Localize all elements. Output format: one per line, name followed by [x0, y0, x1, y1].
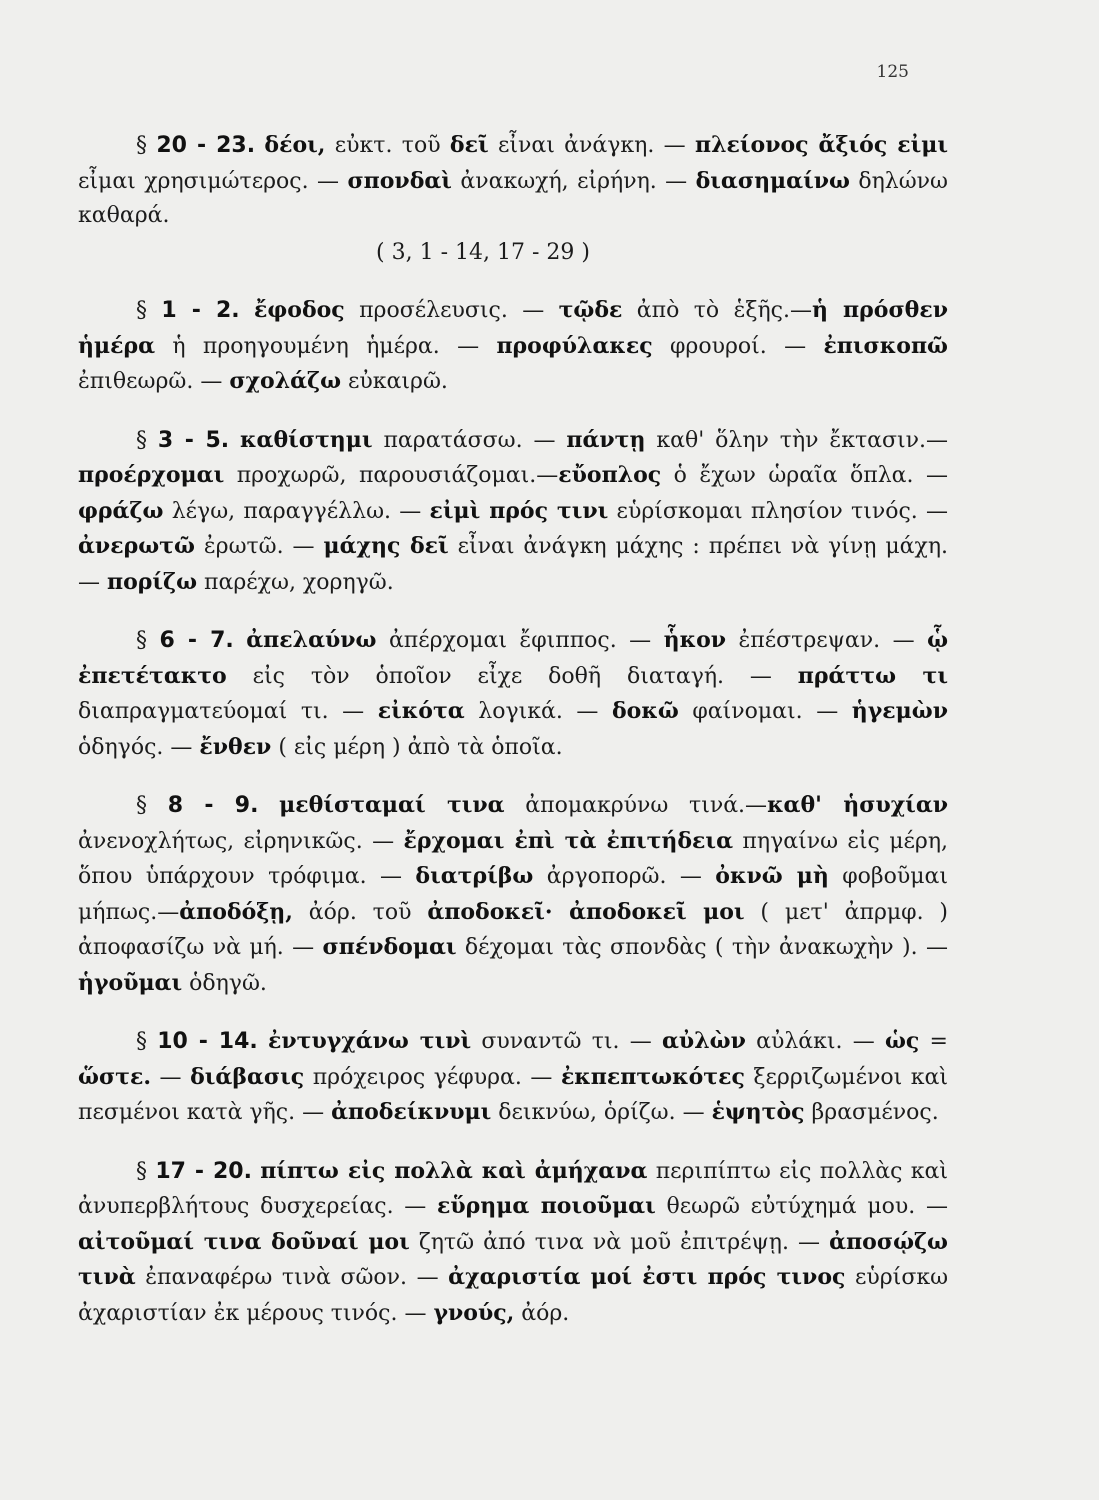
definition-text: δεικνύω, ὁρίζω. — [491, 1100, 712, 1125]
definition-text: ξερριζωμένοι καὶ πεσμένοι κατὰ γῆς. — [78, 1064, 948, 1125]
headword: ἧκον [663, 627, 727, 653]
definition-text: λογικά. — [464, 699, 612, 724]
definition-text: ὁδηγός. — [78, 734, 200, 760]
headword: ἔφοδος [254, 297, 345, 323]
definition-text: εἶμαι χρησιμώτερος. — [78, 168, 348, 194]
definition-text [258, 793, 279, 818]
headword: ἀποσῴζω τινὰ [78, 1228, 948, 1290]
headword: καθίστημι [240, 426, 373, 453]
definition-text: ἀόρ. [514, 1300, 570, 1326]
glossary-paragraph [78, 623, 948, 765]
headword: φράζω [78, 497, 164, 524]
headword: προφύλακες [496, 332, 653, 359]
definition-text [255, 133, 264, 158]
definition-text: ἀπέρχομαι ἔφιππος. — [376, 628, 664, 653]
glossary-paragraph [78, 1154, 948, 1332]
definition-text: εἰς τὸν ὁποῖον εἶχε δοθῆ διαταγή. — [226, 663, 798, 689]
definition-text: ἀνακωχή, εἰρήνη. — [451, 168, 696, 194]
headword: ἔνθεν [199, 733, 272, 760]
headword: αἰτοῦμαί τινα δοῦναί μοι [78, 1228, 410, 1255]
headword: σπένδομαι [322, 934, 457, 960]
definition-text: πρόχειρος γέφυρα. — [304, 1064, 561, 1090]
definition-text: ἐρωτῶ. — [194, 534, 324, 559]
definition-text: αὐλάκι. — [745, 1029, 885, 1054]
headword: ἀποδείκνυμι [331, 1099, 492, 1125]
headword: ἑψητὸς [711, 1099, 805, 1125]
definition-text: δηλώνω καθαρά. [78, 168, 948, 228]
headword: εἰκότα [377, 698, 465, 724]
headword: ἀνερωτῶ [78, 533, 195, 559]
section-number: 3 - 5. [157, 427, 230, 453]
definition-text: ὁ ἔχων ὡραῖα ὅπλα. — [661, 463, 948, 488]
headword: ὥστε. [78, 1063, 152, 1090]
headword: ἔρχομαι ἐπὶ τὰ ἐπιτήδεια [403, 827, 734, 854]
headword: πορίζω [107, 568, 198, 595]
section-number: 17 - 20. [155, 1158, 252, 1184]
section-number: 20 - 23. [156, 133, 256, 158]
definition-text: ἀργοπορῶ. — [533, 864, 716, 889]
chapter-reference-heading: ( 3, 1 - 14, 17 - 29 ) [376, 239, 590, 265]
headword: διάβασις [190, 1063, 305, 1090]
definition-text: εὑρίσκω ἀχαριστίαν ἐκ μέρους τινός. — [78, 1265, 949, 1326]
headword: εἰμὶ πρός τινι [429, 497, 609, 524]
headword: ἀπελαύνω [246, 627, 377, 653]
definition-text: εἶναι ἀνάγκη μάχης : πρέπει νὰ γίνῃ μάχη. — [78, 534, 948, 595]
definition-text: ἀπὸ τὸ ἑξῆς.— [622, 298, 812, 323]
definition-text: ἀνενοχλήτως, εἰρηνικῶς. — [78, 828, 404, 854]
headword: ἐκπεπτωκότες [560, 1063, 745, 1090]
headword: μάχης δεῖ [323, 533, 449, 559]
definition-text: § [136, 628, 160, 653]
definition-text: — [151, 1064, 191, 1090]
headword: ἐπισκοπῶ [823, 332, 948, 359]
section-number: 1 - 2. [161, 298, 240, 323]
definition-text: § [136, 298, 162, 323]
glossary-paragraph [78, 128, 948, 234]
definition-text: ἐπέστρεψαν. — [726, 628, 928, 653]
definition-text: § [136, 133, 157, 158]
definition-text: διαπραγματεύομαί τι. — [78, 699, 378, 724]
definition-text: παρέχω, χορηγῶ. [197, 569, 394, 595]
headword: τῷδε [558, 297, 623, 323]
headword: πράττω τι [797, 662, 948, 689]
definition-text: φοβοῦμαι μήπως.— [78, 864, 948, 925]
definition-text: ( εἰς μέρη ) ἀπὸ τὰ ὁποῖα. [271, 734, 563, 760]
definition-text: § [136, 427, 158, 453]
definition-text [240, 298, 254, 323]
definition-text: ( μετ' ἀπρμφ. ) ἀποφασίζω νὰ μή. — [78, 899, 948, 960]
section-number: 10 - 14. [157, 1029, 258, 1054]
definition-text: § [136, 793, 168, 818]
definition-text: δέχομαι τὰς σπονδὰς ( τὴν ἀνακωχὴν ). — [456, 935, 948, 960]
definition-text: βρασμένος. [804, 1100, 939, 1125]
definition-text: = [919, 1029, 948, 1054]
glossary-paragraph [78, 293, 948, 400]
headword: σπονδαὶ [347, 167, 452, 194]
headword: σχολάζω [229, 368, 342, 394]
page-number: 125 [876, 62, 909, 82]
definition-text: εἶναι ἀνάγκη. — [488, 133, 695, 158]
definition-text [258, 1029, 268, 1054]
headword: πάντῃ [566, 426, 646, 453]
section-number: 8 - 9. [167, 793, 259, 818]
headword: πλείονος ἄξιός εἰμι [695, 132, 948, 158]
headword: δέοι, [264, 132, 326, 158]
definition-text: εὐκτ. τοῦ [325, 133, 450, 158]
definition-text: εὑρίσκομαι πλησίον τινός. — [608, 498, 949, 524]
glossary-paragraph [78, 788, 948, 1001]
headword: ᾧ ἐπετέτακτο [78, 627, 949, 689]
definition-text: φρουροί. — [652, 333, 824, 359]
headword: αὐλὼν [662, 1028, 746, 1054]
definition-text: προσέλευσις. — [344, 298, 559, 323]
definition-text [234, 628, 246, 653]
headword: δοκῶ [611, 698, 679, 724]
headword: ὀκνῶ μὴ [715, 863, 829, 889]
headword: γνούς, [433, 1299, 515, 1326]
definition-text: λέγω, παραγγέλλω. — [163, 498, 430, 524]
headword: ἡγεμὼν [851, 698, 948, 724]
headword: πίπτω εἰς πολλὰ καὶ ἀμήχανα [260, 1157, 648, 1184]
definition-text: φαίνομαι. — [678, 699, 852, 724]
definition-text: ὁδηγῶ. [182, 970, 267, 996]
definition-text: ἐπαναφέρω τινὰ σῶον. — [135, 1265, 449, 1290]
headword: ἀποδοκεῖ· ἀποδοκεῖ μοι [427, 898, 745, 925]
glossary-paragraph [78, 423, 948, 601]
definition-text [229, 428, 240, 453]
definition-text: συναντῶ τι. — [471, 1029, 662, 1054]
headword: ἡγοῦμαι [78, 969, 183, 996]
definition-text: εὐκαιρῶ. [341, 369, 448, 394]
headword: ὡς [884, 1028, 920, 1054]
definition-text: παρατάσσω. — [372, 427, 567, 453]
headword: ἡ πρόσθεν ἡμέρα [78, 297, 948, 359]
headword: εὕρημα ποιοῦμαι [437, 1193, 656, 1219]
headword: ἀχαριστία μοί ἐστι πρός τινος [448, 1264, 846, 1290]
document-body [78, 128, 948, 1331]
definition-text: περιπίπτω εἰς πολλὰς καὶ ἀνυπερβλήτους δυσχερείας. — [78, 1158, 949, 1219]
section-number: 6 - 7. [159, 628, 234, 653]
headword: διασημαίνω [695, 167, 850, 194]
definition-text: ἐπιθεωρῶ. — [78, 369, 230, 394]
definition-text: § [136, 1158, 156, 1184]
definition-text: θεωρῶ εὐτύχημά μου. — [655, 1194, 948, 1219]
headword: διατρίβω [415, 863, 534, 889]
headword: ἀποδόξῃ, [179, 898, 293, 925]
definition-text: πηγαίνω εἰς μέρη, ὅπου ὑπάρχουν τρόφιμα. — [78, 828, 949, 889]
definition-text: καθ' ὅλην τὴν ἔκτασιν.— [645, 427, 949, 453]
headword: ἐντυγχάνω τινὶ [268, 1028, 472, 1054]
headword: εὔοπλος [558, 462, 662, 488]
definition-text: προχωρῶ, παρουσιάζομαι.— [224, 463, 559, 488]
definition-text: ἀόρ. τοῦ [292, 899, 428, 925]
glossary-paragraph [78, 1024, 948, 1131]
definition-text: ἡ προηγουμένη ἡμέρα. — [155, 333, 497, 359]
definition-text: ζητῶ ἀπό τινα νὰ μοῦ ἐπιτρέψῃ. — [409, 1229, 830, 1255]
definition-text: ἀπομακρύνω τινά.— [504, 793, 768, 818]
definition-text: § [136, 1029, 158, 1054]
headword: καθ' ἡσυχίαν [767, 792, 949, 818]
headword: προέρχομαι [78, 462, 225, 488]
headword: δεῖ [449, 132, 489, 158]
headword: μεθίσταμαί τινα [279, 792, 505, 818]
